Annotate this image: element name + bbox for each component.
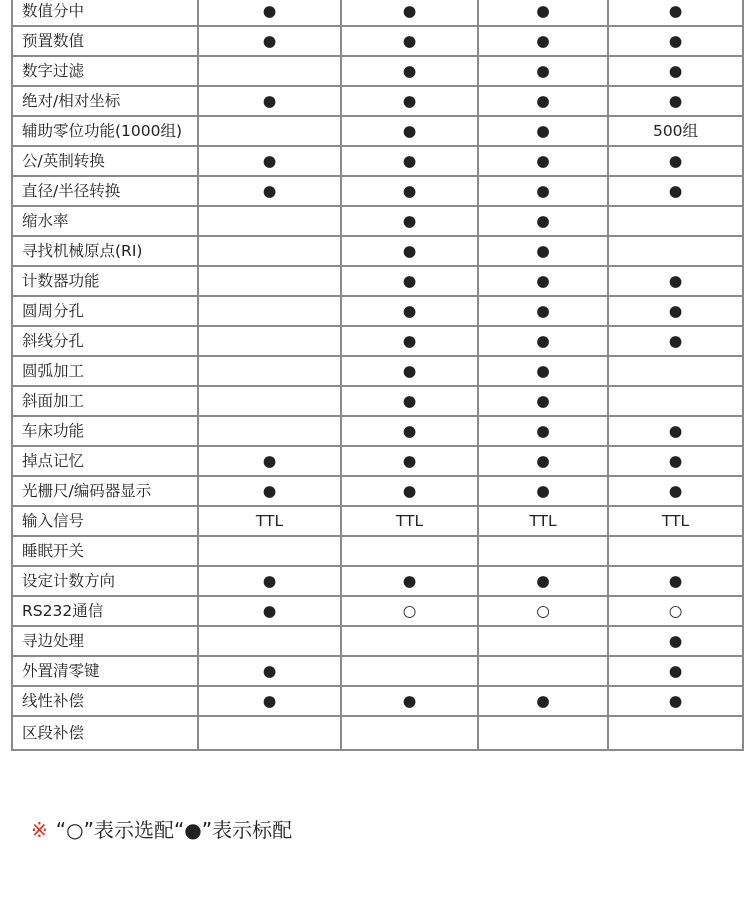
value-cell: TTL — [341, 506, 478, 536]
optional-mark-icon: ○ — [341, 596, 478, 626]
standard-mark-icon: ● — [478, 236, 608, 266]
table-row — [12, 56, 743, 86]
standard-mark-icon: ● — [608, 146, 743, 176]
table-row — [12, 266, 743, 296]
feature-name-cell: 光栅尺/编码器显示 — [12, 476, 198, 506]
standard-mark-icon: ● — [198, 26, 341, 56]
standard-mark-icon: ● — [198, 686, 341, 716]
value-cell — [198, 236, 341, 266]
standard-mark-icon: ● — [478, 446, 608, 476]
table-row — [12, 116, 743, 146]
value-cell — [341, 536, 478, 566]
legend-text: “○”表示选配“●”表示标配 — [55, 818, 293, 842]
standard-mark-icon: ● — [478, 86, 608, 116]
feature-name-cell: 线性补偿 — [12, 686, 198, 716]
standard-mark-icon: ● — [608, 86, 743, 116]
feature-name-cell: 区段补偿 — [12, 716, 198, 750]
standard-mark-icon: ● — [478, 686, 608, 716]
value-cell — [198, 296, 341, 326]
standard-mark-icon: ● — [608, 416, 743, 446]
value-cell — [198, 266, 341, 296]
value-cell — [478, 626, 608, 656]
standard-mark-icon: ● — [478, 326, 608, 356]
standard-mark-icon: ● — [341, 236, 478, 266]
feature-name-cell: 计数器功能 — [12, 266, 198, 296]
table-row — [12, 0, 743, 26]
standard-mark-icon: ● — [478, 296, 608, 326]
reference-mark-icon: ※ — [31, 818, 48, 842]
value-cell — [198, 416, 341, 446]
standard-mark-icon: ● — [608, 566, 743, 596]
value-cell — [198, 356, 341, 386]
value-cell — [198, 536, 341, 566]
feature-name-cell: 寻边处理 — [12, 626, 198, 656]
table-row — [12, 596, 743, 626]
standard-mark-icon: ● — [478, 206, 608, 236]
feature-name-cell: RS232通信 — [12, 596, 198, 626]
feature-name-cell: 车床功能 — [12, 416, 198, 446]
table-row — [12, 146, 743, 176]
optional-mark-icon: ○ — [478, 596, 608, 626]
value-cell — [198, 56, 341, 86]
standard-mark-icon: ● — [478, 416, 608, 446]
standard-mark-icon: ● — [608, 176, 743, 206]
value-cell — [341, 656, 478, 686]
value-cell — [198, 716, 341, 750]
value-cell — [478, 536, 608, 566]
table-row — [12, 86, 743, 116]
value-cell: 500组 — [608, 116, 743, 146]
value-cell: TTL — [198, 506, 341, 536]
feature-name-cell: 寻找机械原点(RI) — [12, 236, 198, 266]
feature-name-cell: 斜线分孔 — [12, 326, 198, 356]
table-row — [12, 476, 743, 506]
standard-mark-icon: ● — [608, 0, 743, 26]
standard-mark-icon: ● — [198, 446, 341, 476]
standard-mark-icon: ● — [341, 686, 478, 716]
table-row — [12, 626, 743, 656]
value-cell — [198, 626, 341, 656]
value-cell — [198, 116, 341, 146]
standard-mark-icon: ● — [341, 146, 478, 176]
feature-name-cell: 辅助零位功能(1000组) — [12, 116, 198, 146]
table-row — [12, 506, 743, 536]
standard-mark-icon: ● — [478, 476, 608, 506]
table-row — [12, 386, 743, 416]
table-row — [12, 656, 743, 686]
standard-mark-icon: ● — [608, 626, 743, 656]
feature-name-cell: 数字过滤 — [12, 56, 198, 86]
table-row — [12, 206, 743, 236]
standard-mark-icon: ● — [341, 26, 478, 56]
table-row — [12, 716, 743, 750]
standard-mark-icon: ● — [341, 326, 478, 356]
standard-mark-icon: ● — [478, 266, 608, 296]
standard-mark-icon: ● — [478, 56, 608, 86]
feature-name-cell: 公/英制转换 — [12, 146, 198, 176]
standard-mark-icon: ● — [341, 116, 478, 146]
feature-name-cell: 掉点记忆 — [12, 446, 198, 476]
feature-name-cell: 预置数值 — [12, 26, 198, 56]
standard-mark-icon: ● — [341, 566, 478, 596]
table-row — [12, 236, 743, 266]
standard-mark-icon: ● — [341, 386, 478, 416]
table-row — [12, 446, 743, 476]
table-row — [12, 296, 743, 326]
feature-name-cell: 输入信号 — [12, 506, 198, 536]
value-cell — [608, 536, 743, 566]
value-cell — [341, 716, 478, 750]
legend-note — [31, 814, 292, 843]
standard-mark-icon: ● — [608, 476, 743, 506]
standard-mark-icon: ● — [608, 326, 743, 356]
standard-mark-icon: ● — [341, 446, 478, 476]
table-row — [12, 26, 743, 56]
standard-mark-icon: ● — [341, 416, 478, 446]
standard-mark-icon: ● — [608, 446, 743, 476]
standard-mark-icon: ● — [198, 146, 341, 176]
feature-name-cell: 睡眠开关 — [12, 536, 198, 566]
standard-mark-icon: ● — [608, 266, 743, 296]
standard-mark-icon: ● — [341, 0, 478, 26]
table-row — [12, 356, 743, 386]
value-cell — [608, 236, 743, 266]
standard-mark-icon: ● — [608, 296, 743, 326]
feature-name-cell: 设定计数方向 — [12, 566, 198, 596]
table-body — [12, 0, 743, 750]
standard-mark-icon: ● — [198, 86, 341, 116]
standard-mark-icon: ● — [341, 206, 478, 236]
standard-mark-icon: ● — [608, 56, 743, 86]
value-cell — [478, 656, 608, 686]
table-row — [12, 416, 743, 446]
standard-mark-icon: ● — [608, 26, 743, 56]
table-row — [12, 326, 743, 356]
value-cell: TTL — [608, 506, 743, 536]
value-cell — [478, 716, 608, 750]
feature-name-cell: 缩水率 — [12, 206, 198, 236]
standard-mark-icon: ● — [608, 686, 743, 716]
standard-mark-icon: ● — [341, 176, 478, 206]
table-row — [12, 536, 743, 566]
standard-mark-icon: ● — [478, 26, 608, 56]
standard-mark-icon: ● — [198, 566, 341, 596]
standard-mark-icon: ● — [478, 176, 608, 206]
table-row — [12, 686, 743, 716]
standard-mark-icon: ● — [341, 56, 478, 86]
value-cell — [341, 626, 478, 656]
feature-name-cell: 绝对/相对坐标 — [12, 86, 198, 116]
value-cell — [608, 386, 743, 416]
standard-mark-icon: ● — [341, 86, 478, 116]
feature-name-cell: 外置清零键 — [12, 656, 198, 686]
value-cell — [608, 206, 743, 236]
feature-name-cell: 斜面加工 — [12, 386, 198, 416]
standard-mark-icon: ● — [198, 476, 341, 506]
value-cell — [198, 386, 341, 416]
feature-comparison-table — [11, 0, 744, 751]
standard-mark-icon: ● — [341, 476, 478, 506]
standard-mark-icon: ● — [341, 296, 478, 326]
value-cell — [198, 326, 341, 356]
standard-mark-icon: ● — [478, 116, 608, 146]
standard-mark-icon: ● — [478, 0, 608, 26]
value-cell — [608, 356, 743, 386]
standard-mark-icon: ● — [478, 146, 608, 176]
standard-mark-icon: ● — [608, 656, 743, 686]
feature-name-cell: 直径/半径转换 — [12, 176, 198, 206]
standard-mark-icon: ● — [198, 656, 341, 686]
standard-mark-icon: ● — [478, 356, 608, 386]
standard-mark-icon: ● — [478, 566, 608, 596]
standard-mark-icon: ● — [198, 0, 341, 26]
feature-name-cell: 圆周分孔 — [12, 296, 198, 326]
table-row — [12, 566, 743, 596]
value-cell — [608, 716, 743, 750]
standard-mark-icon: ● — [198, 176, 341, 206]
table-row — [12, 176, 743, 206]
standard-mark-icon: ● — [478, 386, 608, 416]
standard-mark-icon: ● — [341, 356, 478, 386]
standard-mark-icon: ● — [198, 596, 341, 626]
feature-name-cell: 圆弧加工 — [12, 356, 198, 386]
feature-name-cell: 数值分中 — [12, 0, 198, 26]
standard-mark-icon: ● — [341, 266, 478, 296]
value-cell — [198, 206, 341, 236]
optional-mark-icon: ○ — [608, 596, 743, 626]
value-cell: TTL — [478, 506, 608, 536]
